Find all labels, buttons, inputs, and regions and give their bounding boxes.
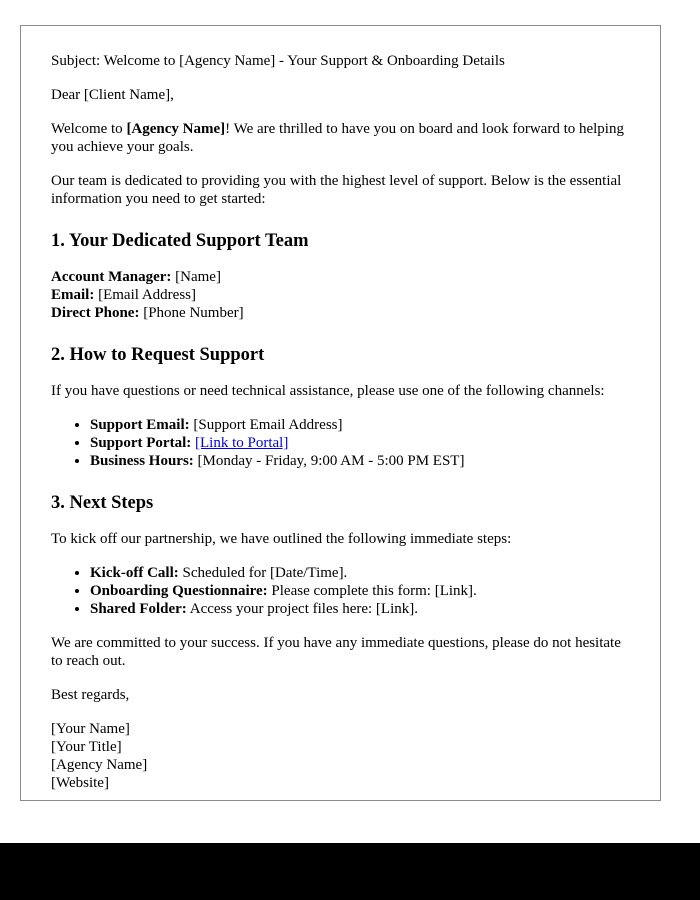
signature-name: [Your Name]	[51, 721, 130, 737]
signature-block	[51, 720, 630, 792]
contact-line-account-manager	[51, 268, 630, 286]
closing-paragraph: We are committed to your success. If you have any immediate questions, please do not hesitate to reach out.	[51, 635, 621, 669]
support-channels-list	[51, 416, 630, 470]
item-label: Shared Folder:	[90, 601, 187, 617]
contact-label: Account Manager:	[51, 269, 172, 285]
item-label: Support Email:	[90, 417, 190, 433]
subject-line: Subject: Welcome to [Agency Name] - Your Support & Onboarding Details	[51, 53, 505, 69]
bottom-black-bar	[0, 843, 700, 900]
contact-line-email	[51, 286, 630, 304]
contact-value: [Name]	[175, 269, 221, 285]
intro-paragraph	[51, 120, 630, 156]
item-value: [Monday - Friday, 9:00 AM - 5:00 PM EST]	[197, 453, 465, 469]
section-3-heading: 3. Next Steps	[51, 493, 154, 513]
item-value: Please complete this form: [Link].	[271, 583, 477, 599]
item-value: [Support Email Address]	[193, 417, 343, 433]
letter-container	[20, 25, 661, 801]
item-label: Support Portal:	[90, 435, 192, 451]
contact-label: Direct Phone:	[51, 305, 140, 321]
list-item-business-hours	[90, 452, 630, 470]
contact-block	[51, 268, 630, 322]
signoff: Best regards,	[51, 687, 130, 703]
item-value: Access your project files here: [Link].	[189, 601, 418, 617]
item-label: Onboarding Questionnaire:	[90, 583, 268, 599]
contact-line-direct-phone	[51, 304, 630, 322]
next-steps-list	[51, 564, 630, 618]
intro-post: ! We are thrilled to have you on board and look forward to helping you achieve your goals.	[51, 121, 624, 155]
greeting: Dear [Client Name],	[51, 87, 174, 103]
section-1-heading: 1. Your Dedicated Support Team	[51, 231, 309, 251]
item-value: Scheduled for [Date/Time].	[182, 565, 348, 581]
list-item-onboarding-questionnaire	[90, 582, 630, 600]
list-item-kickoff-call	[90, 564, 630, 582]
item-label: Business Hours:	[90, 453, 194, 469]
signature-title: [Your Title]	[51, 739, 122, 755]
next-steps-intro-paragraph: To kick off our partnership, we have outlined the following immediate steps:	[51, 531, 512, 547]
support-intro-paragraph: If you have questions or need technical assistance, please use one of the following channels:	[51, 383, 605, 399]
intro-pre: Welcome to	[51, 121, 127, 137]
agency-name-bold: [Agency Name]	[126, 121, 226, 137]
contact-value: [Email Address]	[98, 287, 196, 303]
signature-website: [Website]	[51, 775, 109, 791]
portal-link[interactable]: [Link to Portal]	[195, 435, 289, 451]
section-2-heading: 2. How to Request Support	[51, 345, 265, 365]
contact-label: Email:	[51, 287, 95, 303]
overview-paragraph: Our team is dedicated to providing you with the highest level of support. Below is the essential information you need to get started:	[51, 173, 622, 207]
list-item-support-portal	[90, 434, 630, 452]
item-label: Kick-off Call:	[90, 565, 179, 581]
list-item-support-email	[90, 416, 630, 434]
signature-agency: [Agency Name]	[51, 757, 148, 773]
contact-value: [Phone Number]	[143, 305, 244, 321]
list-item-shared-folder	[90, 600, 630, 618]
